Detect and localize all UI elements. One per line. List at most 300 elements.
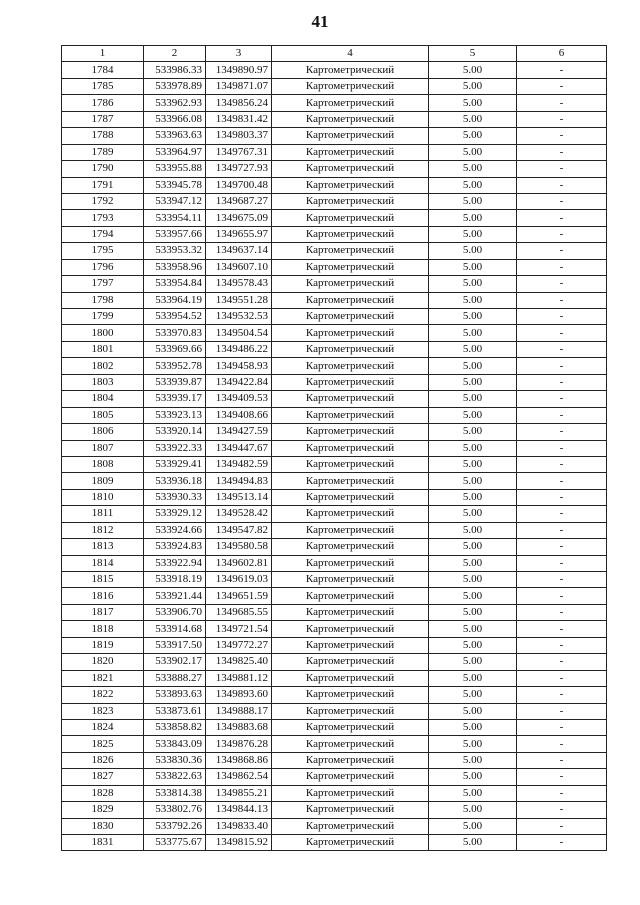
point-number-cell: 1789 [62, 144, 144, 160]
y-coordinate-cell: 1349486.22 [206, 341, 272, 357]
x-coordinate-cell: 533939.17 [144, 391, 206, 407]
point-number-cell: 1795 [62, 243, 144, 259]
y-coordinate-cell: 1349844.13 [206, 802, 272, 818]
note-cell: - [517, 654, 607, 670]
table-row [62, 161, 607, 177]
table-row [62, 572, 607, 588]
point-number-cell: 1794 [62, 226, 144, 242]
y-coordinate-cell: 1349893.60 [206, 687, 272, 703]
x-coordinate-cell: 533888.27 [144, 670, 206, 686]
y-coordinate-cell: 1349619.03 [206, 572, 272, 588]
note-cell: - [517, 818, 607, 834]
table-row [62, 78, 607, 94]
point-number-cell: 1800 [62, 325, 144, 341]
note-cell: - [517, 604, 607, 620]
accuracy-cell: 5.00 [429, 506, 517, 522]
table-body [62, 62, 607, 851]
note-cell: - [517, 259, 607, 275]
y-coordinate-cell: 1349651.59 [206, 588, 272, 604]
method-cell: Картометрический [272, 588, 429, 604]
accuracy-cell: 5.00 [429, 473, 517, 489]
y-coordinate-cell: 1349831.42 [206, 111, 272, 127]
note-cell: - [517, 703, 607, 719]
accuracy-cell: 5.00 [429, 719, 517, 735]
table-row [62, 424, 607, 440]
x-coordinate-cell: 533814.38 [144, 785, 206, 801]
accuracy-cell: 5.00 [429, 177, 517, 193]
x-coordinate-cell: 533962.93 [144, 95, 206, 111]
y-coordinate-cell: 1349685.55 [206, 604, 272, 620]
method-cell: Картометрический [272, 687, 429, 703]
method-cell: Картометрический [272, 292, 429, 308]
point-number-cell: 1815 [62, 572, 144, 588]
table-row [62, 111, 607, 127]
method-cell: Картометрический [272, 111, 429, 127]
table-row [62, 506, 607, 522]
x-coordinate-cell: 533952.78 [144, 358, 206, 374]
note-cell: - [517, 243, 607, 259]
y-coordinate-cell: 1349888.17 [206, 703, 272, 719]
point-number-cell: 1814 [62, 555, 144, 571]
point-number-cell: 1817 [62, 604, 144, 620]
accuracy-cell: 5.00 [429, 391, 517, 407]
x-coordinate-cell: 533963.63 [144, 128, 206, 144]
point-number-cell: 1824 [62, 719, 144, 735]
y-coordinate-cell: 1349602.81 [206, 555, 272, 571]
point-number-cell: 1793 [62, 210, 144, 226]
point-number-cell: 1799 [62, 309, 144, 325]
accuracy-cell: 5.00 [429, 309, 517, 325]
point-number-cell: 1803 [62, 374, 144, 390]
y-coordinate-cell: 1349513.14 [206, 489, 272, 505]
method-cell: Картометрический [272, 506, 429, 522]
method-cell: Картометрический [272, 161, 429, 177]
method-cell: Картометрический [272, 654, 429, 670]
x-coordinate-cell: 533922.94 [144, 555, 206, 571]
method-cell: Картометрический [272, 703, 429, 719]
note-cell: - [517, 177, 607, 193]
accuracy-cell: 5.00 [429, 802, 517, 818]
table-row [62, 259, 607, 275]
method-cell: Картометрический [272, 736, 429, 752]
table-row [62, 818, 607, 834]
y-coordinate-cell: 1349890.97 [206, 62, 272, 78]
y-coordinate-cell: 1349408.66 [206, 407, 272, 423]
note-cell: - [517, 210, 607, 226]
accuracy-cell: 5.00 [429, 489, 517, 505]
table-row [62, 95, 607, 111]
y-coordinate-cell: 1349871.07 [206, 78, 272, 94]
table-row [62, 802, 607, 818]
accuracy-cell: 5.00 [429, 637, 517, 653]
accuracy-cell: 5.00 [429, 424, 517, 440]
method-cell: Картометрический [272, 719, 429, 735]
table-row [62, 539, 607, 555]
y-coordinate-cell: 1349868.86 [206, 752, 272, 768]
y-coordinate-cell: 1349607.10 [206, 259, 272, 275]
point-number-cell: 1820 [62, 654, 144, 670]
x-coordinate-cell: 533964.19 [144, 292, 206, 308]
method-cell: Картометрический [272, 309, 429, 325]
note-cell: - [517, 309, 607, 325]
note-cell: - [517, 341, 607, 357]
x-coordinate-cell: 533953.32 [144, 243, 206, 259]
method-cell: Картометрический [272, 456, 429, 472]
point-number-cell: 1796 [62, 259, 144, 275]
point-number-cell: 1821 [62, 670, 144, 686]
accuracy-cell: 5.00 [429, 358, 517, 374]
page-number: 41 [311, 12, 329, 31]
point-number-cell: 1823 [62, 703, 144, 719]
point-number-cell: 1802 [62, 358, 144, 374]
x-coordinate-cell: 533914.68 [144, 621, 206, 637]
note-cell: - [517, 572, 607, 588]
y-coordinate-cell: 1349856.24 [206, 95, 272, 111]
method-cell: Картометрический [272, 128, 429, 144]
x-coordinate-cell: 533917.50 [144, 637, 206, 653]
table-row [62, 835, 607, 851]
method-cell: Картометрический [272, 210, 429, 226]
note-cell: - [517, 144, 607, 160]
accuracy-cell: 5.00 [429, 572, 517, 588]
point-number-cell: 1812 [62, 522, 144, 538]
accuracy-cell: 5.00 [429, 687, 517, 703]
table-row [62, 407, 607, 423]
note-cell: - [517, 752, 607, 768]
note-cell: - [517, 506, 607, 522]
table-row [62, 473, 607, 489]
accuracy-cell: 5.00 [429, 785, 517, 801]
accuracy-cell: 5.00 [429, 259, 517, 275]
accuracy-cell: 5.00 [429, 62, 517, 78]
accuracy-cell: 5.00 [429, 292, 517, 308]
note-cell: - [517, 292, 607, 308]
accuracy-cell: 5.00 [429, 736, 517, 752]
y-coordinate-cell: 1349876.28 [206, 736, 272, 752]
table-row [62, 62, 607, 78]
x-coordinate-cell: 533929.12 [144, 506, 206, 522]
y-coordinate-cell: 1349504.54 [206, 325, 272, 341]
y-coordinate-cell: 1349458.93 [206, 358, 272, 374]
accuracy-cell: 5.00 [429, 670, 517, 686]
table-row [62, 769, 607, 785]
note-cell: - [517, 522, 607, 538]
x-coordinate-cell: 533964.97 [144, 144, 206, 160]
table-row [62, 670, 607, 686]
accuracy-cell: 5.00 [429, 555, 517, 571]
accuracy-cell: 5.00 [429, 539, 517, 555]
table-row [62, 522, 607, 538]
x-coordinate-cell: 533920.14 [144, 424, 206, 440]
x-coordinate-cell: 533830.36 [144, 752, 206, 768]
method-cell: Картометрический [272, 78, 429, 94]
y-coordinate-cell: 1349409.53 [206, 391, 272, 407]
method-cell: Картометрический [272, 637, 429, 653]
accuracy-cell: 5.00 [429, 243, 517, 259]
table-row [62, 555, 607, 571]
table-row [62, 177, 607, 193]
table-row [62, 374, 607, 390]
method-cell: Картометрический [272, 325, 429, 341]
x-coordinate-cell: 533955.88 [144, 161, 206, 177]
table-row [62, 358, 607, 374]
accuracy-cell: 5.00 [429, 341, 517, 357]
table-row [62, 456, 607, 472]
y-coordinate-cell: 1349482.59 [206, 456, 272, 472]
x-coordinate-cell: 533970.83 [144, 325, 206, 341]
method-cell: Картометрический [272, 95, 429, 111]
table-row [62, 703, 607, 719]
method-cell: Картометрический [272, 424, 429, 440]
method-cell: Картометрический [272, 226, 429, 242]
note-cell: - [517, 95, 607, 111]
table-row [62, 588, 607, 604]
method-cell: Картометрический [272, 489, 429, 505]
point-number-cell: 1785 [62, 78, 144, 94]
y-coordinate-cell: 1349675.09 [206, 210, 272, 226]
note-cell: - [517, 193, 607, 209]
method-cell: Картометрический [272, 144, 429, 160]
y-coordinate-cell: 1349833.40 [206, 818, 272, 834]
note-cell: - [517, 276, 607, 292]
method-cell: Картометрический [272, 177, 429, 193]
table-row [62, 128, 607, 144]
note-cell: - [517, 62, 607, 78]
accuracy-cell: 5.00 [429, 703, 517, 719]
x-coordinate-cell: 533939.87 [144, 374, 206, 390]
x-coordinate-cell: 533936.18 [144, 473, 206, 489]
accuracy-cell: 5.00 [429, 193, 517, 209]
table-row [62, 193, 607, 209]
y-coordinate-cell: 1349427.59 [206, 424, 272, 440]
table-row [62, 309, 607, 325]
table-row [62, 144, 607, 160]
note-cell: - [517, 687, 607, 703]
y-coordinate-cell: 1349687.27 [206, 193, 272, 209]
x-coordinate-cell: 533923.13 [144, 407, 206, 423]
point-number-cell: 1819 [62, 637, 144, 653]
accuracy-cell: 5.00 [429, 522, 517, 538]
y-coordinate-cell: 1349528.42 [206, 506, 272, 522]
x-coordinate-cell: 533775.67 [144, 835, 206, 851]
point-number-cell: 1818 [62, 621, 144, 637]
note-cell: - [517, 835, 607, 851]
x-coordinate-cell: 533843.09 [144, 736, 206, 752]
y-coordinate-cell: 1349637.14 [206, 243, 272, 259]
coordinates-table [61, 45, 607, 851]
x-coordinate-cell: 533986.33 [144, 62, 206, 78]
table-row [62, 226, 607, 242]
note-cell: - [517, 111, 607, 127]
method-cell: Картометрический [272, 473, 429, 489]
method-cell: Картометрический [272, 391, 429, 407]
note-cell: - [517, 161, 607, 177]
y-coordinate-cell: 1349727.93 [206, 161, 272, 177]
table-row [62, 687, 607, 703]
y-coordinate-cell: 1349422.84 [206, 374, 272, 390]
note-cell: - [517, 473, 607, 489]
accuracy-cell: 5.00 [429, 818, 517, 834]
table-row [62, 752, 607, 768]
accuracy-cell: 5.00 [429, 111, 517, 127]
note-cell: - [517, 226, 607, 242]
point-number-cell: 1806 [62, 424, 144, 440]
y-coordinate-cell: 1349700.48 [206, 177, 272, 193]
method-cell: Картометрический [272, 752, 429, 768]
point-number-cell: 1830 [62, 818, 144, 834]
x-coordinate-cell: 533822.63 [144, 769, 206, 785]
point-number-cell: 1828 [62, 785, 144, 801]
x-coordinate-cell: 533954.52 [144, 309, 206, 325]
point-number-cell: 1829 [62, 802, 144, 818]
x-coordinate-cell: 533954.84 [144, 276, 206, 292]
note-cell: - [517, 374, 607, 390]
accuracy-cell: 5.00 [429, 374, 517, 390]
y-coordinate-cell: 1349815.92 [206, 835, 272, 851]
method-cell: Картометрический [272, 276, 429, 292]
note-cell: - [517, 621, 607, 637]
note-cell: - [517, 440, 607, 456]
point-number-cell: 1822 [62, 687, 144, 703]
accuracy-cell: 5.00 [429, 621, 517, 637]
table-row [62, 391, 607, 407]
accuracy-cell: 5.00 [429, 440, 517, 456]
y-coordinate-cell: 1349767.31 [206, 144, 272, 160]
accuracy-cell: 5.00 [429, 226, 517, 242]
point-number-cell: 1797 [62, 276, 144, 292]
point-number-cell: 1807 [62, 440, 144, 456]
x-coordinate-cell: 533930.33 [144, 489, 206, 505]
note-cell: - [517, 637, 607, 653]
note-cell: - [517, 555, 607, 571]
point-number-cell: 1792 [62, 193, 144, 209]
accuracy-cell: 5.00 [429, 78, 517, 94]
point-number-cell: 1809 [62, 473, 144, 489]
y-coordinate-cell: 1349655.97 [206, 226, 272, 242]
point-number-cell: 1810 [62, 489, 144, 505]
x-coordinate-cell: 533873.61 [144, 703, 206, 719]
note-cell: - [517, 802, 607, 818]
note-cell: - [517, 128, 607, 144]
x-coordinate-cell: 533858.82 [144, 719, 206, 735]
method-cell: Картометрический [272, 604, 429, 620]
method-cell: Картометрический [272, 62, 429, 78]
x-coordinate-cell: 533906.70 [144, 604, 206, 620]
table-row [62, 604, 607, 620]
column-header-4: 4 [272, 46, 429, 62]
method-cell: Картометрический [272, 785, 429, 801]
y-coordinate-cell: 1349883.68 [206, 719, 272, 735]
method-cell: Картометрический [272, 835, 429, 851]
x-coordinate-cell: 533954.11 [144, 210, 206, 226]
table-row [62, 637, 607, 653]
table-row [62, 243, 607, 259]
table-row [62, 736, 607, 752]
accuracy-cell: 5.00 [429, 276, 517, 292]
x-coordinate-cell: 533893.63 [144, 687, 206, 703]
note-cell: - [517, 719, 607, 735]
accuracy-cell: 5.00 [429, 210, 517, 226]
x-coordinate-cell: 533958.96 [144, 259, 206, 275]
y-coordinate-cell: 1349721.54 [206, 621, 272, 637]
point-number-cell: 1811 [62, 506, 144, 522]
x-coordinate-cell: 533924.66 [144, 522, 206, 538]
accuracy-cell: 5.00 [429, 161, 517, 177]
x-coordinate-cell: 533947.12 [144, 193, 206, 209]
y-coordinate-cell: 1349532.53 [206, 309, 272, 325]
y-coordinate-cell: 1349825.40 [206, 654, 272, 670]
x-coordinate-cell: 533924.83 [144, 539, 206, 555]
method-cell: Картометрический [272, 555, 429, 571]
note-cell: - [517, 539, 607, 555]
x-coordinate-cell: 533957.66 [144, 226, 206, 242]
note-cell: - [517, 736, 607, 752]
point-number-cell: 1801 [62, 341, 144, 357]
note-cell: - [517, 358, 607, 374]
point-number-cell: 1827 [62, 769, 144, 785]
y-coordinate-cell: 1349855.21 [206, 785, 272, 801]
accuracy-cell: 5.00 [429, 604, 517, 620]
method-cell: Картометрический [272, 341, 429, 357]
point-number-cell: 1808 [62, 456, 144, 472]
note-cell: - [517, 588, 607, 604]
y-coordinate-cell: 1349803.37 [206, 128, 272, 144]
point-number-cell: 1791 [62, 177, 144, 193]
accuracy-cell: 5.00 [429, 769, 517, 785]
x-coordinate-cell: 533966.08 [144, 111, 206, 127]
accuracy-cell: 5.00 [429, 456, 517, 472]
y-coordinate-cell: 1349494.83 [206, 473, 272, 489]
point-number-cell: 1805 [62, 407, 144, 423]
note-cell: - [517, 391, 607, 407]
table-row [62, 292, 607, 308]
table-header-row [62, 46, 607, 62]
method-cell: Картометрический [272, 769, 429, 785]
table-row [62, 654, 607, 670]
table-row [62, 440, 607, 456]
accuracy-cell: 5.00 [429, 407, 517, 423]
y-coordinate-cell: 1349447.67 [206, 440, 272, 456]
table-row [62, 210, 607, 226]
method-cell: Картометрический [272, 243, 429, 259]
note-cell: - [517, 489, 607, 505]
method-cell: Картометрический [272, 440, 429, 456]
x-coordinate-cell: 533945.78 [144, 177, 206, 193]
table-row [62, 719, 607, 735]
point-number-cell: 1790 [62, 161, 144, 177]
column-header-1: 1 [62, 46, 144, 62]
accuracy-cell: 5.00 [429, 588, 517, 604]
y-coordinate-cell: 1349578.43 [206, 276, 272, 292]
method-cell: Картометрический [272, 407, 429, 423]
table-row [62, 621, 607, 637]
note-cell: - [517, 325, 607, 341]
note-cell: - [517, 78, 607, 94]
x-coordinate-cell: 533922.33 [144, 440, 206, 456]
column-header-5: 5 [429, 46, 517, 62]
table-row [62, 489, 607, 505]
point-number-cell: 1826 [62, 752, 144, 768]
column-header-3: 3 [206, 46, 272, 62]
method-cell: Картометрический [272, 374, 429, 390]
point-number-cell: 1784 [62, 62, 144, 78]
method-cell: Картометрический [272, 802, 429, 818]
point-number-cell: 1813 [62, 539, 144, 555]
x-coordinate-cell: 533902.17 [144, 654, 206, 670]
table-row [62, 325, 607, 341]
note-cell: - [517, 407, 607, 423]
y-coordinate-cell: 1349772.27 [206, 637, 272, 653]
